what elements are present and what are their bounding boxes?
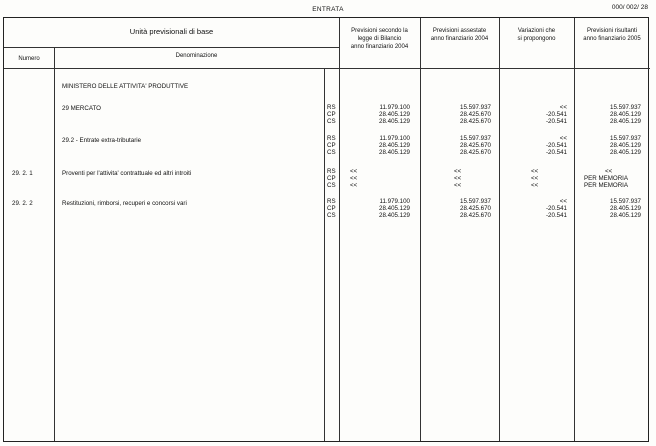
value-cell: << <box>559 135 567 142</box>
value-cell: 28.405.129 <box>379 111 410 118</box>
col3-header <box>499 27 574 43</box>
col2-header-line: anno finanziario 2004 <box>430 36 489 42</box>
col1-header-line: Previsioni secondo la <box>351 28 408 34</box>
value-cell: << <box>559 104 567 111</box>
denominazione-header: Denominazione <box>175 53 218 59</box>
value-cell: << <box>531 175 539 182</box>
value-cell: -20.541 <box>546 149 567 156</box>
divider <box>324 68 325 441</box>
type-label: RS <box>327 198 336 205</box>
col4-header <box>574 27 650 43</box>
value-cell: 15.597.937 <box>460 135 491 142</box>
row-code: 29. 2. 2 <box>12 200 33 207</box>
col4-header-line: anno finanziario 2005 <box>583 36 641 42</box>
value-cell: 15.597.937 <box>610 198 641 205</box>
row-description: Restituzioni, rimborsi, recuperi e concorsi vari <box>62 200 187 207</box>
value-cell: 28.405.129 <box>379 149 410 156</box>
value-cell: 11.979.100 <box>379 104 410 111</box>
type-label: RS <box>327 135 336 142</box>
unit-title: Unità previsionali di base <box>129 27 214 36</box>
col1-header-line: anno finanziario 2004 <box>350 44 409 50</box>
value-cell: 28.405.129 <box>379 142 410 149</box>
value-cell: 28.425.670 <box>460 212 491 219</box>
value-cell: 15.597.937 <box>610 104 641 111</box>
divider <box>420 18 421 441</box>
value-cell: << <box>531 182 539 189</box>
col1-header <box>339 27 420 51</box>
value-cell: 28.405.129 <box>379 118 410 125</box>
type-label: CS <box>327 182 336 189</box>
value-cell: << <box>454 182 462 189</box>
divider <box>4 68 650 69</box>
page-number: 000/ 002/ 28 <box>611 4 648 11</box>
value-cell: -20.541 <box>546 111 567 118</box>
value-cell: 11.979.100 <box>379 135 410 142</box>
value-cell: << <box>350 175 358 182</box>
col2-header <box>420 27 499 43</box>
value-cell: 28.405.129 <box>610 212 641 219</box>
value-cell: 28.405.129 <box>379 205 410 212</box>
col3-header-line: si propongono <box>517 36 556 42</box>
row-description: Proventi per l'attivita' contrattuale ed altri introiti <box>62 170 192 177</box>
budget-table <box>3 17 649 442</box>
value-cell: << <box>531 168 539 175</box>
value-cell: 28.405.129 <box>610 111 641 118</box>
value-cell: 28.425.670 <box>460 205 491 212</box>
value-cell: << <box>350 182 358 189</box>
row-code: 29. 2. 1 <box>12 170 33 177</box>
type-label: CS <box>327 149 336 156</box>
value-cell: 28.425.670 <box>460 111 491 118</box>
col1-header-line: legge di Bilancio <box>357 36 402 42</box>
value-cell: PER MEMORIA <box>584 175 629 182</box>
type-label: CP <box>327 142 336 149</box>
value-cell: PER MEMORIA <box>584 182 629 189</box>
divider <box>574 18 575 441</box>
value-cell: << <box>454 175 462 182</box>
value-cell: 28.405.129 <box>610 118 641 125</box>
type-label: CS <box>327 118 336 125</box>
value-cell: 28.425.670 <box>460 142 491 149</box>
value-cell: 28.425.670 <box>460 149 491 156</box>
value-cell: -20.541 <box>546 205 567 212</box>
value-cell: << <box>559 198 567 205</box>
value-cell: << <box>605 168 613 175</box>
value-cell: -20.541 <box>546 118 567 125</box>
value-cell: << <box>350 168 358 175</box>
value-cell: 11.979.100 <box>379 198 410 205</box>
value-cell: 28.425.670 <box>460 118 491 125</box>
value-cell: 28.405.129 <box>379 212 410 219</box>
type-label: RS <box>327 104 336 111</box>
value-cell: 28.405.129 <box>610 205 641 212</box>
value-cell: << <box>454 168 462 175</box>
value-cell: -20.541 <box>546 212 567 219</box>
row-description: 29 MERCATO <box>62 105 101 112</box>
divider <box>54 47 55 441</box>
col4-header-line: Previsioni risultanti <box>586 28 638 34</box>
ministry-name: MINISTERO DELLE ATTIVITA' PRODUTTIVE <box>62 83 189 90</box>
type-label: CP <box>327 111 336 118</box>
divider <box>339 18 340 441</box>
value-cell: -20.541 <box>546 142 567 149</box>
value-cell: 15.597.937 <box>610 135 641 142</box>
divider <box>4 47 339 48</box>
numero-header: Numero <box>18 56 40 62</box>
col2-header-line: Previsioni assestate <box>432 28 487 34</box>
type-label: CP <box>327 205 336 212</box>
type-label: CP <box>327 175 336 182</box>
col3-header-line: Variazioni che <box>517 28 556 34</box>
value-cell: 15.597.937 <box>460 104 491 111</box>
divider <box>499 18 500 441</box>
document-title: ENTRATA <box>312 6 344 13</box>
row-description: 29.2 - Entrate extra-tributarie <box>62 137 142 144</box>
type-label: CS <box>327 212 336 219</box>
value-cell: 15.597.937 <box>460 198 491 205</box>
value-cell: 28.405.129 <box>610 149 641 156</box>
type-label: RS <box>327 168 336 175</box>
value-cell: 28.405.129 <box>610 142 641 149</box>
